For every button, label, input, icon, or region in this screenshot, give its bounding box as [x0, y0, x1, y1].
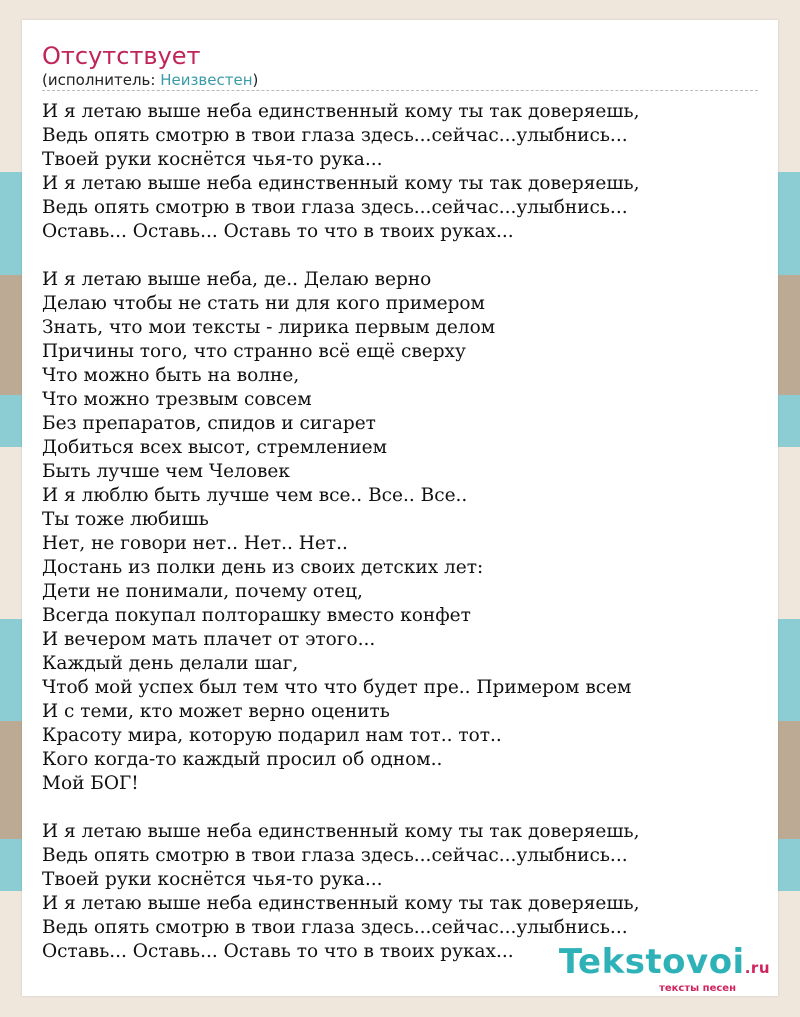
lyrics-line: И я летаю выше неба, де.. Делаю верно — [42, 269, 432, 290]
lyrics-verse — [42, 268, 758, 796]
lyrics-line: Что можно быть на волне, — [42, 365, 300, 386]
lyrics-line: Знать, что мои тексты - лирика первым делом — [42, 317, 496, 338]
site-logo[interactable] — [559, 944, 770, 994]
logo-name: Tekstovoi — [558, 942, 745, 982]
lyrics-line: Всегда покупал полторашку вместо конфет — [42, 605, 471, 626]
lyrics-line: Быть лучше чем Человек — [42, 461, 290, 482]
lyrics-line: И я летаю выше неба единственный кому ты так доверяешь, — [42, 821, 640, 842]
lyrics-line: Добиться всех высот, стремлением — [42, 437, 388, 458]
lyrics-line: Кого когда-то каждый просил об одном.. — [42, 749, 443, 770]
lyrics-line: Ведь опять смотрю в твои глаза здесь...сейчас...улыбнись... — [42, 917, 628, 938]
logo-tagline: тексты песен — [659, 983, 736, 994]
lyrics-line: Ведь опять смотрю в твои глаза здесь...сейчас...улыбнись... — [42, 845, 628, 866]
lyrics-line: Достань из полки день из своих детских лет: — [42, 557, 484, 578]
logo-wordmark — [559, 944, 770, 986]
lyrics-line: Причины того, что странно всё ещё сверху — [42, 341, 466, 362]
lyrics-line: Каждый день делали шаг, — [42, 653, 299, 674]
lyrics-line: Мой БОГ! — [42, 773, 139, 794]
lyrics-line: Красоту мира, которую подарил нам тот.. тот.. — [42, 725, 502, 746]
lyrics-line: И я летаю выше неба единственный кому ты так доверяешь, — [42, 893, 640, 914]
lyrics-line: Оставь... Оставь... Оставь то что в твоих руках... — [42, 941, 514, 962]
lyrics-line: И вечером мать плачет от этого... — [42, 629, 376, 650]
lyrics-line: Что можно трезвым совсем — [42, 389, 312, 410]
lyrics-line: Делаю чтобы не стать ни для кого примером — [42, 293, 485, 314]
logo-tld: .ru — [744, 959, 770, 977]
lyrics-line: И я летаю выше неба единственный кому ты так доверяешь, — [42, 173, 640, 194]
lyrics-line: Чтоб мой успех был тем что что будет пре.. Примером всем — [42, 677, 632, 698]
lyrics-line: И я летаю выше неба единственный кому ты так доверяешь, — [42, 101, 640, 122]
lyrics-verse — [42, 100, 758, 244]
lyrics-card — [22, 20, 778, 996]
artist-suffix: ) — [252, 71, 259, 89]
lyrics-line: Ведь опять смотрю в твои глаза здесь...сейчас...улыбнись... — [42, 197, 628, 218]
lyrics-line: Твоей руки коснётся чья-то рука... — [42, 869, 383, 890]
lyrics-line: И я люблю быть лучше чем все.. Все.. Все.. — [42, 485, 468, 506]
lyrics-line: Без препаратов, спидов и сигарет — [42, 413, 376, 434]
lyrics-line: И с теми, кто может верно оценить — [42, 701, 390, 722]
lyrics-line: Твоей руки коснётся чья-то рука... — [42, 149, 383, 170]
lyrics-line: Дети не понимали, почему отец, — [42, 581, 363, 602]
lyrics-line: Оставь... Оставь... Оставь то что в твоих руках... — [42, 221, 514, 242]
title-divider — [42, 90, 758, 91]
lyrics-text — [42, 100, 758, 988]
lyrics-line: Нет, не говори нет.. Нет.. Нет.. — [42, 533, 348, 554]
artist-line — [42, 71, 258, 89]
artist-link[interactable]: Неизвестен — [160, 71, 253, 89]
song-title: Отсутствует — [42, 42, 201, 70]
lyrics-line: Ты тоже любишь — [42, 509, 209, 530]
lyrics-line: Ведь опять смотрю в твои глаза здесь...сейчас...улыбнись... — [42, 125, 628, 146]
artist-prefix: (исполнитель: — [42, 71, 161, 89]
